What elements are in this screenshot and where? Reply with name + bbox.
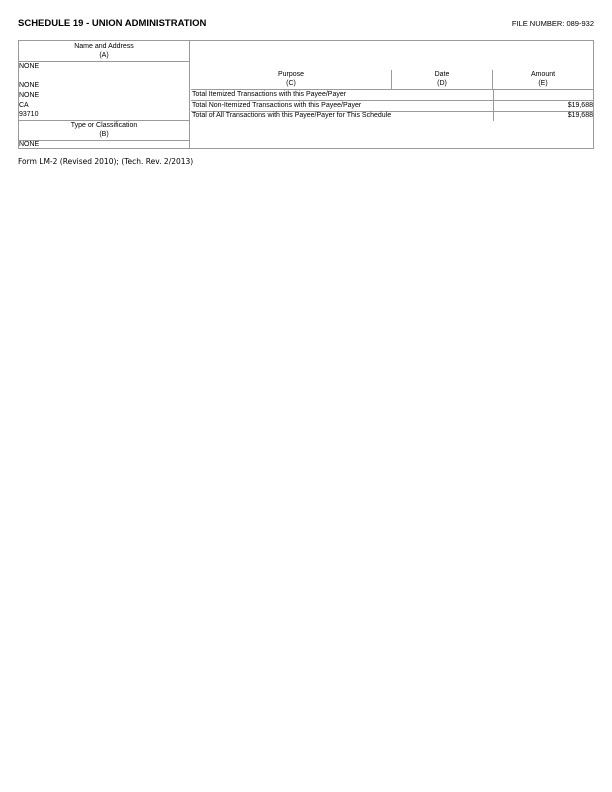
payee-name: NONE bbox=[19, 63, 40, 70]
name-address-label: Name and Address bbox=[74, 43, 134, 50]
total-all-label: Total of All Transactions with this Payee/Payer for This Schedule bbox=[192, 112, 392, 119]
address-zip: 93710 bbox=[19, 111, 39, 118]
file-number: FILE NUMBER: 089-932 bbox=[511, 19, 594, 28]
date-header bbox=[392, 70, 493, 89]
schedule-title: SCHEDULE 19 - UNION ADMINISTRATION bbox=[18, 18, 207, 29]
transactions-area bbox=[191, 41, 593, 148]
purpose-code: (C) bbox=[286, 80, 296, 87]
total-all-amount: $19,688 bbox=[567, 112, 593, 119]
date-code: (D) bbox=[437, 80, 447, 87]
total-non-itemized-amount: $19,688 bbox=[567, 102, 593, 109]
address-line-2: NONE bbox=[19, 92, 40, 99]
schedule-table bbox=[18, 40, 594, 149]
purpose-label: Purpose bbox=[277, 71, 305, 78]
total-all-row bbox=[191, 111, 593, 121]
type-classification-header bbox=[19, 120, 189, 141]
type-classification-label: Type or Classification bbox=[70, 122, 138, 129]
amount-code: (E) bbox=[538, 80, 548, 87]
address-state: CA bbox=[19, 102, 29, 109]
name-address-code: (A) bbox=[99, 52, 109, 59]
payee-column bbox=[19, 41, 190, 148]
date-label: Date bbox=[434, 71, 450, 78]
amount-label: Amount bbox=[530, 71, 556, 78]
address-line-1: NONE bbox=[19, 82, 40, 89]
amount-header bbox=[493, 70, 593, 89]
total-itemized-label: Total Itemized Transactions with this Payee/Payer bbox=[192, 91, 347, 98]
purpose-header bbox=[191, 70, 392, 89]
amount-column-divider bbox=[493, 89, 494, 121]
total-non-itemized-label: Total Non-Itemized Transactions with this Payee/Payer bbox=[192, 102, 362, 109]
total-itemized-row bbox=[191, 89, 593, 100]
page-header bbox=[18, 18, 594, 32]
type-classification-code: (B) bbox=[99, 131, 109, 138]
name-address-header bbox=[19, 42, 189, 62]
type-classification-value: NONE bbox=[19, 141, 40, 148]
form-footer: Form LM-2 (Revised 2010); (Tech. Rev. 2/2013) bbox=[18, 157, 194, 166]
